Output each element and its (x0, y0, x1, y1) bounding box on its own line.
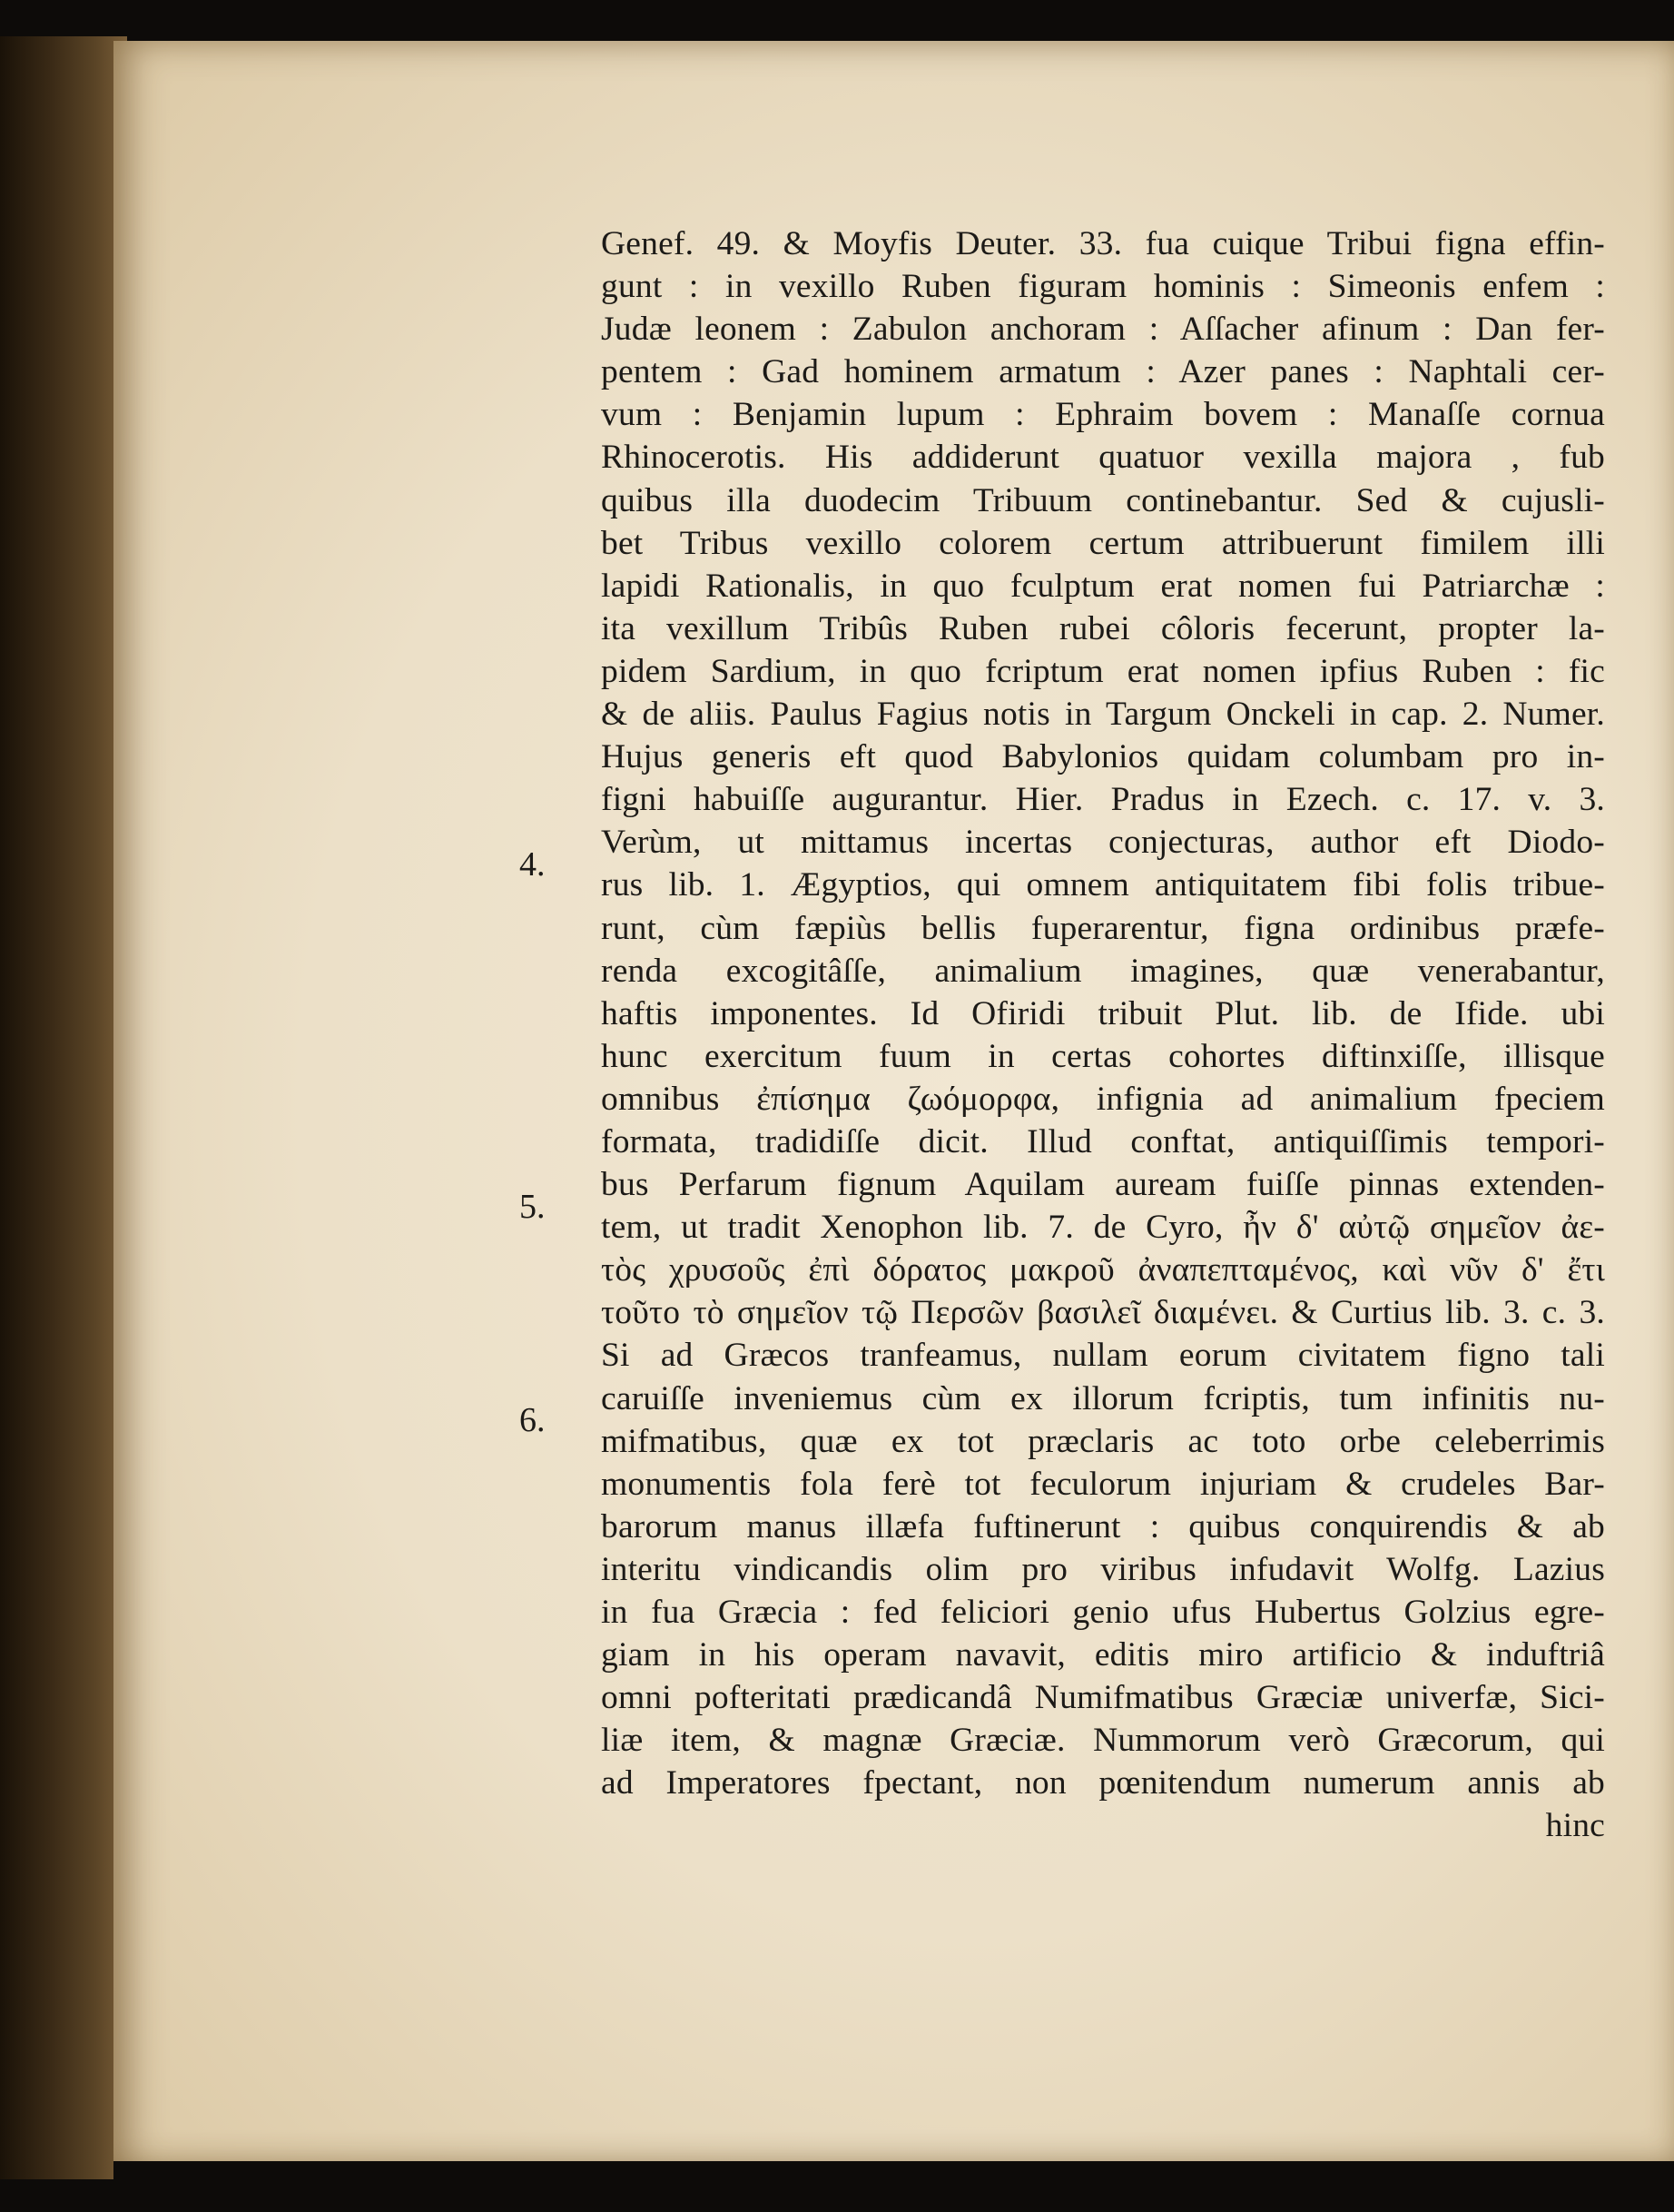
text-line: figni habuiſſe augurantur. Hier. Pradus in Ezech. c. 17. v. 3. (601, 781, 1605, 819)
text-line: haftis imponentes. Id Ofiridi tribuit Plut. lib. de Ifide. ubi (601, 994, 1605, 1032)
page-bottom-shadow (113, 2161, 1674, 2212)
text-line: lapidi Rationalis, in quo fculptum erat nomen fui Patriarchæ : (601, 567, 1605, 605)
text-line: formata, tradidiſſe dicit. Illud conftat, antiquiſſimis tempori- (601, 1122, 1605, 1160)
text-line: quibus illa duodecim Tribuum continebantur. Sed & cujusli- (601, 481, 1605, 519)
text-line: Hujus generis eft quod Babylonios quidam columbam pro in- (601, 738, 1605, 776)
catchword: hinc (1545, 1807, 1605, 1845)
text-line: pidem Sardium, in quo fcriptum erat nomen ipfius Ruben : fic (601, 652, 1605, 690)
text-line: Rhinocerotis. His addiderunt quatuor vexilla majora , fub (601, 439, 1605, 477)
text-line: caruiſſe inveniemus cùm ex illorum fcriptis, tum infinitis nu- (601, 1379, 1605, 1417)
text-line: renda excogitâſſe, animalium imagines, quæ venerabantur, (601, 952, 1605, 990)
marginal-number-5: 5. (519, 1188, 546, 1226)
marginal-number-4: 4. (519, 845, 546, 884)
text-line: vum : Benjamin lupum : Ephraim bovem : Manaſſe cornua (601, 396, 1605, 434)
book-binding (0, 36, 127, 2179)
text-line: Genef. 49. & Moyfis Deuter. 33. fua cuique Tribui figna effin- (601, 225, 1605, 262)
text-line: tem, ut tradit Xenophon lib. 7. de Cyro, ἦν δ' αὐτῷ σημεῖον ἀε- (601, 1209, 1605, 1247)
text-line: Judæ leonem : Zabulon anchoram : Aſſacher afinum : Dan fer- (601, 311, 1605, 349)
text-line: in fua Græcia : fed feliciori genio ufus Hubertus Golzius egre- (601, 1594, 1605, 1631)
text-line: rus lib. 1. Ægyptios, qui omnem antiquitatem fibi folis tribue- (601, 866, 1605, 904)
text-line: bus Perfarum fignum Aquilam auream fuiſſe pinnas extenden- (601, 1166, 1605, 1204)
text-line: τοῦτο τὸ σημεῖον τῷ Περσῶν βασιλεῖ διαμένει. & Curtius lib. 3. c. 3. (601, 1294, 1605, 1332)
text-line: τὸς χρυσοῦς ἐπὶ δόρατος μακροῦ ἀναπεπταμένος, καὶ νῦν δ' ἔτι (601, 1251, 1605, 1289)
text-line: mifmatibus, quæ ex tot præclaris ac toto orbe celeberrimis (601, 1422, 1605, 1460)
text-line: bet Tribus vexillo colorem certum attribuerunt fimilem illi (601, 524, 1605, 562)
text-line: hunc exercitum fuum in certas cohortes diftinxiſſe, illisque (601, 1037, 1605, 1075)
body-text (601, 222, 1605, 1848)
text-line: ad Imperatores fpectant, non pœnitendum numerum annis ab (601, 1764, 1605, 1802)
text-line: Verùm, ut mittamus incertas conjecturas, author eft Diodo- (601, 824, 1605, 862)
text-line: ita vexillum Tribûs Ruben rubei côloris fecerunt, propter la- (601, 609, 1605, 647)
text-line: omni pofteritati prædicandâ Numifmatibus Græciæ univerfæ, Sici- (601, 1679, 1605, 1717)
text-line: gunt : in vexillo Ruben figuram hominis : Simeonis enfem : (601, 268, 1605, 306)
text-line: runt, cùm fæpiùs bellis fuperarentur, figna ordinibus præfe- (601, 909, 1605, 947)
text-line: interitu vindicandis olim pro viribus infudavit Wolfg. Lazius (601, 1550, 1605, 1588)
text-line: & de aliis. Paulus Fagius notis in Targum Onckeli in cap. 2. Numer. (601, 696, 1605, 734)
text-line: monumentis fola ferè tot feculorum injuriam & crudeles Bar- (601, 1465, 1605, 1503)
text-line: giam in his operam navavit, editis miro artificio & induftriâ (601, 1636, 1605, 1674)
text-line: omnibus ἐπίσημα ζωόμορφα, infignia ad animalium fpeciem (601, 1080, 1605, 1118)
text-line: Si ad Græcos tranfeamus, nullam eorum civitatem figno tali (601, 1337, 1605, 1375)
text-line: liæ item, & magnæ Græciæ. Nummorum verò Græcorum, qui (601, 1722, 1605, 1760)
marginal-number-6: 6. (519, 1401, 546, 1439)
text-line: barorum manus illæfa fuftinerunt : quibus conquirendis & ab (601, 1507, 1605, 1545)
text-line: pentem : Gad hominem armatum : Azer panes : Naphtali cer- (601, 353, 1605, 391)
